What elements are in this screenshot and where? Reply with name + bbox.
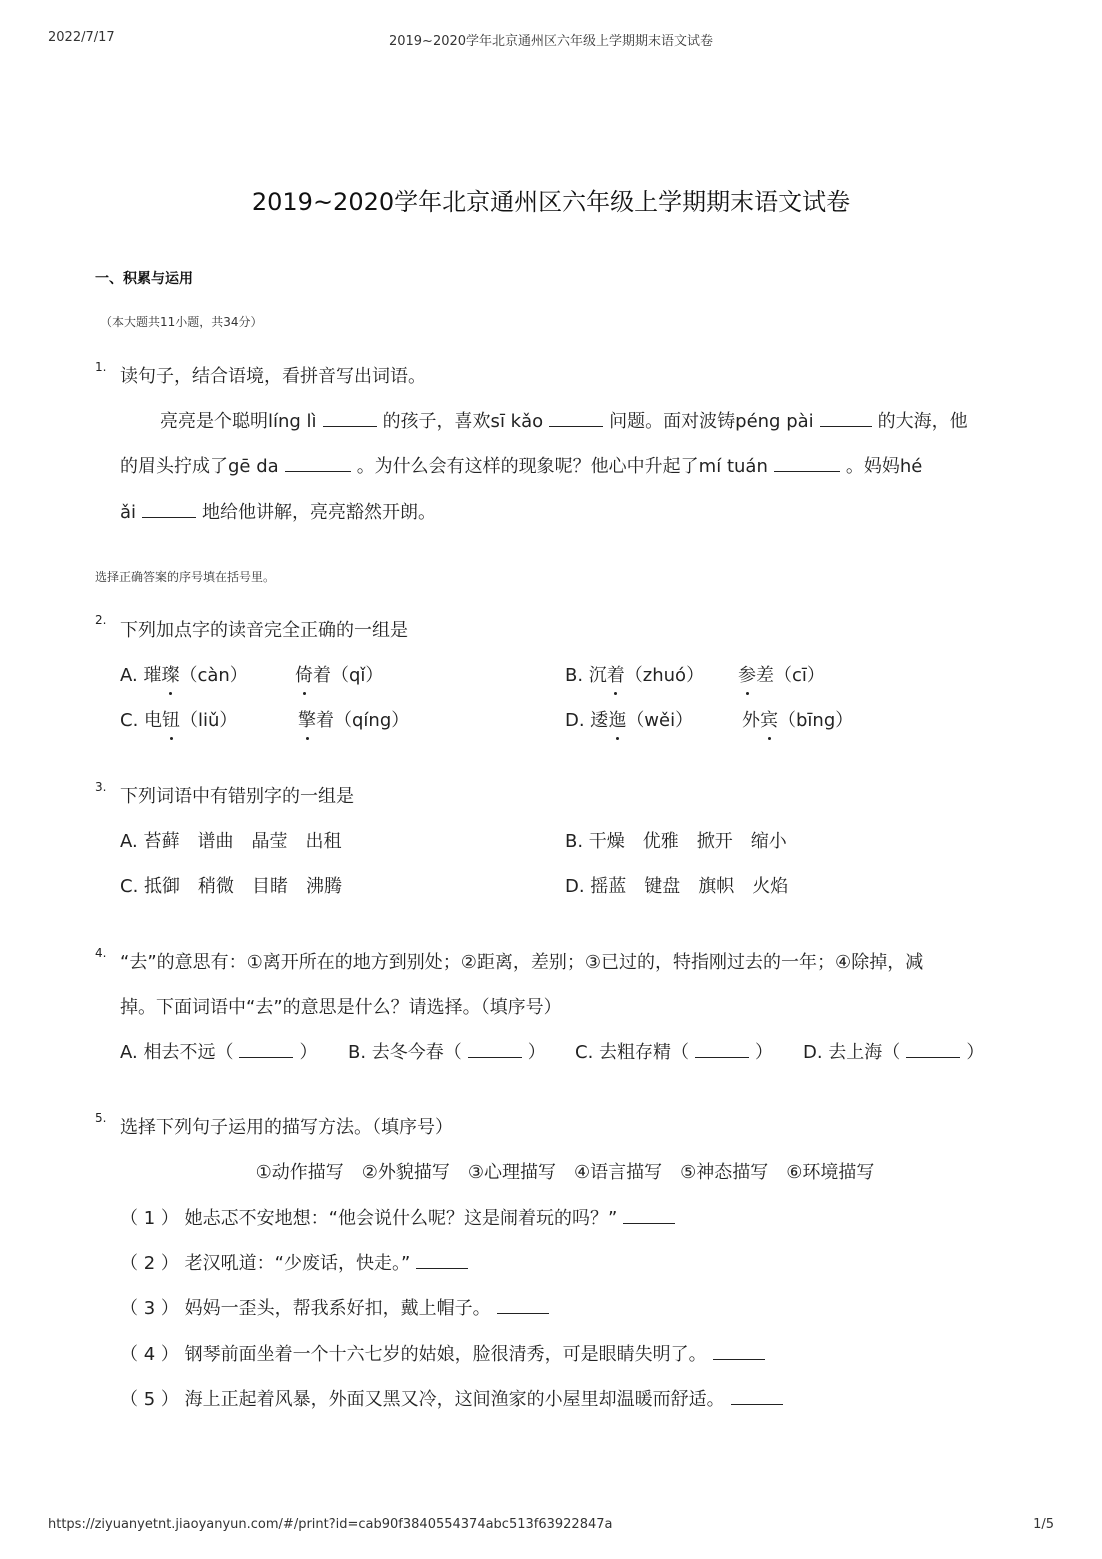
q1-text: 的眉头拧成了gē da xyxy=(120,456,279,477)
answer-blank[interactable] xyxy=(731,1388,783,1405)
option-label: B. 沉 xyxy=(565,665,607,686)
answer-blank[interactable] xyxy=(713,1343,765,1360)
option-label: A. 璀 xyxy=(120,665,162,686)
q1-text: 地给他讲解，亮亮豁然开朗。 xyxy=(202,502,437,523)
answer-blank[interactable] xyxy=(239,1041,293,1058)
question-number: 1. xyxy=(95,360,107,374)
option-text: 着（qǐ） xyxy=(313,665,384,686)
option-text: 外 xyxy=(742,710,760,731)
q4-option-c xyxy=(575,1038,773,1064)
q1-line1 xyxy=(160,407,968,433)
section-heading: 一、积累与运用 xyxy=(95,271,193,287)
option-text: A. 相去不远（ xyxy=(120,1042,234,1063)
method-list: ①动作描写 ②外貌描写 ③心理描写 ④语言描写 ⑤神态描写 ⑥环境描写 xyxy=(255,1162,875,1183)
option-text: （liǔ） xyxy=(180,710,238,731)
dotted-char: 钮 xyxy=(162,706,180,732)
answer-blank[interactable] xyxy=(549,410,603,427)
q5-item xyxy=(120,1340,771,1366)
answer-blank[interactable] xyxy=(142,501,196,518)
answer-blank[interactable] xyxy=(695,1041,749,1058)
q4-option-d xyxy=(803,1038,984,1064)
option-text: ） xyxy=(527,1042,546,1063)
answer-blank[interactable] xyxy=(468,1041,522,1058)
option-d[interactable] xyxy=(565,706,693,732)
dotted-char: 宾 xyxy=(760,706,778,732)
question-stem: 下列词语中有错别字的一组是 xyxy=(120,786,354,807)
answer-blank[interactable] xyxy=(820,410,872,427)
question-number: 5. xyxy=(95,1111,107,1125)
option-text: ） xyxy=(299,1042,318,1063)
header-date: 2022/7/17 xyxy=(48,30,115,45)
q1-text: 。妈妈hé xyxy=(845,456,923,477)
option-label: C. 电 xyxy=(120,710,163,731)
option-text: （càn） xyxy=(179,665,248,686)
option-text: （bīng） xyxy=(778,710,854,731)
q4-line1: “去”的意思有：①离开所在的地方到别处；②距离，差别；③已过的，特指刚过去的一年；④除掉，减 xyxy=(120,952,924,973)
q1-line2 xyxy=(120,452,922,478)
option-label: D. 逶 xyxy=(565,710,609,731)
dotted-char: 璨 xyxy=(161,661,179,687)
answer-blank[interactable] xyxy=(323,410,377,427)
option-c[interactable] xyxy=(120,706,237,732)
q1-text: 的孩子，喜欢sī kǎo xyxy=(382,411,544,432)
q5-item xyxy=(120,1385,789,1411)
answer-blank[interactable] xyxy=(623,1207,675,1224)
option-text: ） xyxy=(966,1042,985,1063)
option-a-word2 xyxy=(295,661,383,687)
footer-url[interactable]: https://ziyuanyetnt.jiaoyanyun.com/#/print?id=cab90f3840554374abc513f63922847a xyxy=(48,1517,613,1532)
option-text: （wěi） xyxy=(626,710,694,731)
option-text: D. 去上海（ xyxy=(803,1042,901,1063)
option-b[interactable]: B. 干燥 优雅 掀开 缩小 xyxy=(565,831,787,852)
option-b-word2 xyxy=(738,661,825,687)
answer-blank[interactable] xyxy=(416,1252,468,1269)
option-text: C. 去粗存精（ xyxy=(575,1042,690,1063)
q1-text: 问题。面对波铸péng pài xyxy=(609,411,814,432)
section-note: （本大题共11小题，共34分） xyxy=(100,315,263,329)
dotted-char: 倚 xyxy=(295,661,313,687)
option-c-word2 xyxy=(298,706,409,732)
option-a[interactable]: A. 苔藓 谱曲 晶莹 出租 xyxy=(120,831,342,852)
dotted-char: 参 xyxy=(738,661,756,687)
q5-item xyxy=(120,1204,681,1230)
dotted-char: 着 xyxy=(607,661,625,687)
question-stem: 选择下列句子运用的描写方法。（填序号） xyxy=(120,1117,453,1138)
option-b[interactable] xyxy=(565,661,704,687)
dotted-char: 擎 xyxy=(298,706,316,732)
page-title: 2019~2020学年北京通州区六年级上学期期末语文试卷 xyxy=(251,188,851,216)
option-text: B. 去冬今春（ xyxy=(348,1042,462,1063)
answer-blank[interactable] xyxy=(497,1297,549,1314)
option-text: 差（cī） xyxy=(756,665,825,686)
question-stem: 下列加点字的读音完全正确的一组是 xyxy=(120,620,408,641)
q1-line3 xyxy=(120,498,436,524)
dotted-char: 迤 xyxy=(608,706,626,732)
item-text: （ 4 ） 钢琴前面坐着一个十六七岁的姑娘，脸很清秀，可是眼睛失明了。 xyxy=(120,1344,707,1365)
answer-blank[interactable] xyxy=(774,455,840,472)
q1-text: 的大海，他 xyxy=(877,411,968,432)
question-stem: 读句子，结合语境，看拼音写出词语。 xyxy=(120,366,426,387)
page-number: 1/5 xyxy=(1033,1517,1054,1532)
option-text: （zhuó） xyxy=(624,665,705,686)
option-text: 着（qíng） xyxy=(316,710,410,731)
q4-line2: 掉。下面词语中“去”的意思是什么？请选择。（填序号） xyxy=(120,997,562,1018)
option-d-word2 xyxy=(742,706,853,732)
question-number: 2. xyxy=(95,613,107,627)
question-number: 3. xyxy=(95,780,107,794)
q1-text: 亮亮是个聪明líng lì xyxy=(160,411,317,432)
item-text: （ 2 ） 老汉吼道：“少废话，快走。” xyxy=(120,1253,411,1274)
item-text: （ 5 ） 海上正起着风暴，外面又黑又冷，这间渔家的小屋里却温暖而舒适。 xyxy=(120,1389,725,1410)
q4-option-b xyxy=(348,1038,546,1064)
answer-blank[interactable] xyxy=(285,455,351,472)
q5-item xyxy=(120,1294,555,1320)
option-a[interactable] xyxy=(120,661,248,687)
item-text: （ 1 ） 她忐忑不安地想：“他会说什么呢？这是闹着玩的吗？” xyxy=(120,1208,618,1229)
option-c[interactable]: C. 抵御 稍微 目睹 沸腾 xyxy=(120,876,343,897)
question-number: 4. xyxy=(95,946,107,960)
option-text: ） xyxy=(755,1042,774,1063)
answer-blank[interactable] xyxy=(906,1041,960,1058)
item-text: （ 3 ） 妈妈一歪头，帮我系好扣，戴上帽子。 xyxy=(120,1298,491,1319)
instruction: 选择正确答案的序号填在括号里。 xyxy=(95,570,276,584)
q4-option-a xyxy=(120,1038,317,1064)
header-doc-title: 2019~2020学年北京通州区六年级上学期期末语文试卷 xyxy=(388,34,714,49)
option-d[interactable]: D. 摇蓝 键盘 旗帜 火焰 xyxy=(565,876,789,897)
q5-item xyxy=(120,1249,474,1275)
q1-text: ǎi xyxy=(120,502,137,523)
q1-text: 。为什么会有这样的现象呢？他心中升起了mí tuán xyxy=(356,456,768,477)
